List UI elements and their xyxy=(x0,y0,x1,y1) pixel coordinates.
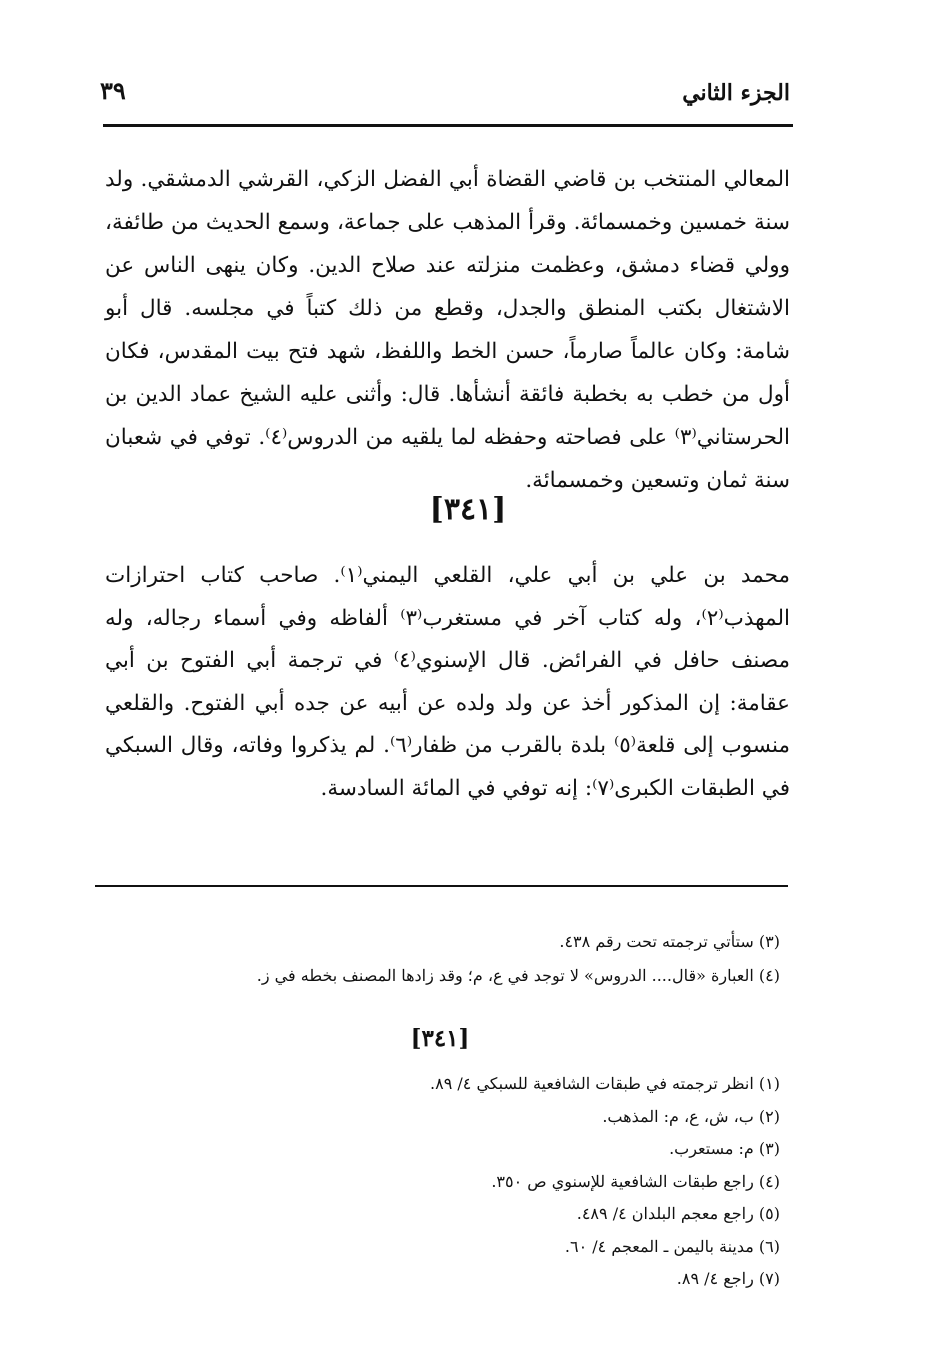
footnotes-entry xyxy=(150,1068,780,1296)
entry-number-heading: [٣٤١] xyxy=(429,492,507,527)
footnote: (٣) م: مستعرب. xyxy=(669,1139,780,1158)
footnote: (٦) مدينة باليمن ـ المعجم ٤/ ٦٠. xyxy=(564,1236,780,1256)
footnote: (١) انظر ترجمته في طبقات الشافعية للسبكي ٤/ ٨٩. xyxy=(430,1074,780,1093)
footnote-separator xyxy=(95,885,788,887)
entry-paragraph: محمد بن علي بن أبي علي، القلعي اليمني⁽١⁾. صاحب كتاب احترازات المهذب⁽٢⁾، وله كتاب آخر في مستغرب⁽٣⁾ ألفاظه وفي أسماء رجاله، وله مصنف حافل في الفرائض. قال الإسنوي⁽٤⁾ في ترجمة أبي الفتوح بن أبي عقامة: إن المذكور أخذ عن ولد ولده عن أبيه عن جده أبي الفتوح. والقلعي منسوب إلى قلعة⁽٥⁾ بلدة بالقرب من ظفار⁽٦⁾. لم يذكروا وفاته، وقال السبكي في الطبقات الكبرى⁽٧⁾: إنه توفي في المائة السادسة. xyxy=(105,563,790,801)
footnote: (٣) ستأتي ترجمته تحت رقم ٤٣٨. xyxy=(559,932,780,951)
main-text-block xyxy=(105,158,790,502)
header-rule xyxy=(103,124,793,127)
footnote: (٥) راجع معجم البلدان ٤/ ٤٨٩. xyxy=(576,1204,780,1223)
page-number: ٣٩ xyxy=(100,76,126,105)
footnote: (٤) راجع طبقات الشافعية للإسنوي ص ٣٥٠. xyxy=(491,1171,780,1191)
footnotes-entry-number: [٣٤١] xyxy=(410,1025,470,1052)
footnote: (٢) ب، ش، ع، م: المذهب. xyxy=(602,1106,780,1126)
entry-text-block xyxy=(105,555,790,810)
continued-paragraph: المعالي المنتخب بن قاضي القضاة أبي الفضل الزكي، القرشي الدمشقي. ولد سنة خمسين وخمسمائة. وقرأ المذهب على جماعة، وسمع الحديث من طائفة، وولي قضاء دمشق، وعظمت منزلته عند صلاح الدين. وكان ينهى الناس عن الاشتغال بكتب المنطق والجدل، وقطع من ذلك كتباً في مجلسه. قال أبو شامة: وكان عالماً صارماً، حسن الخط واللفظ، شهد فتح بيت المقدس، فكان أول من خطب به بخطبة فائقة أنشأها. قال: وأثنى عليه الشيخ عماد الدين بن الحرستاني⁽٣⁾ على فصاحته وحفظه لما يلقيه من الدروس⁽٤⁾. توفي في شعبان سنة ثمان وتسعين وخمسمائة. xyxy=(105,167,790,493)
footnote: (٤) العبارة «قال.... الدروس» لا توجد في ع، م؛ وقد زادها المصنف بخطه في ز. xyxy=(256,966,780,985)
footnote: (٧) راجع ٤/ ٨٩. xyxy=(676,1269,780,1288)
footnotes-previous-entry xyxy=(150,925,780,993)
running-title: الجزء الثاني xyxy=(682,80,790,106)
page-header xyxy=(100,70,790,110)
